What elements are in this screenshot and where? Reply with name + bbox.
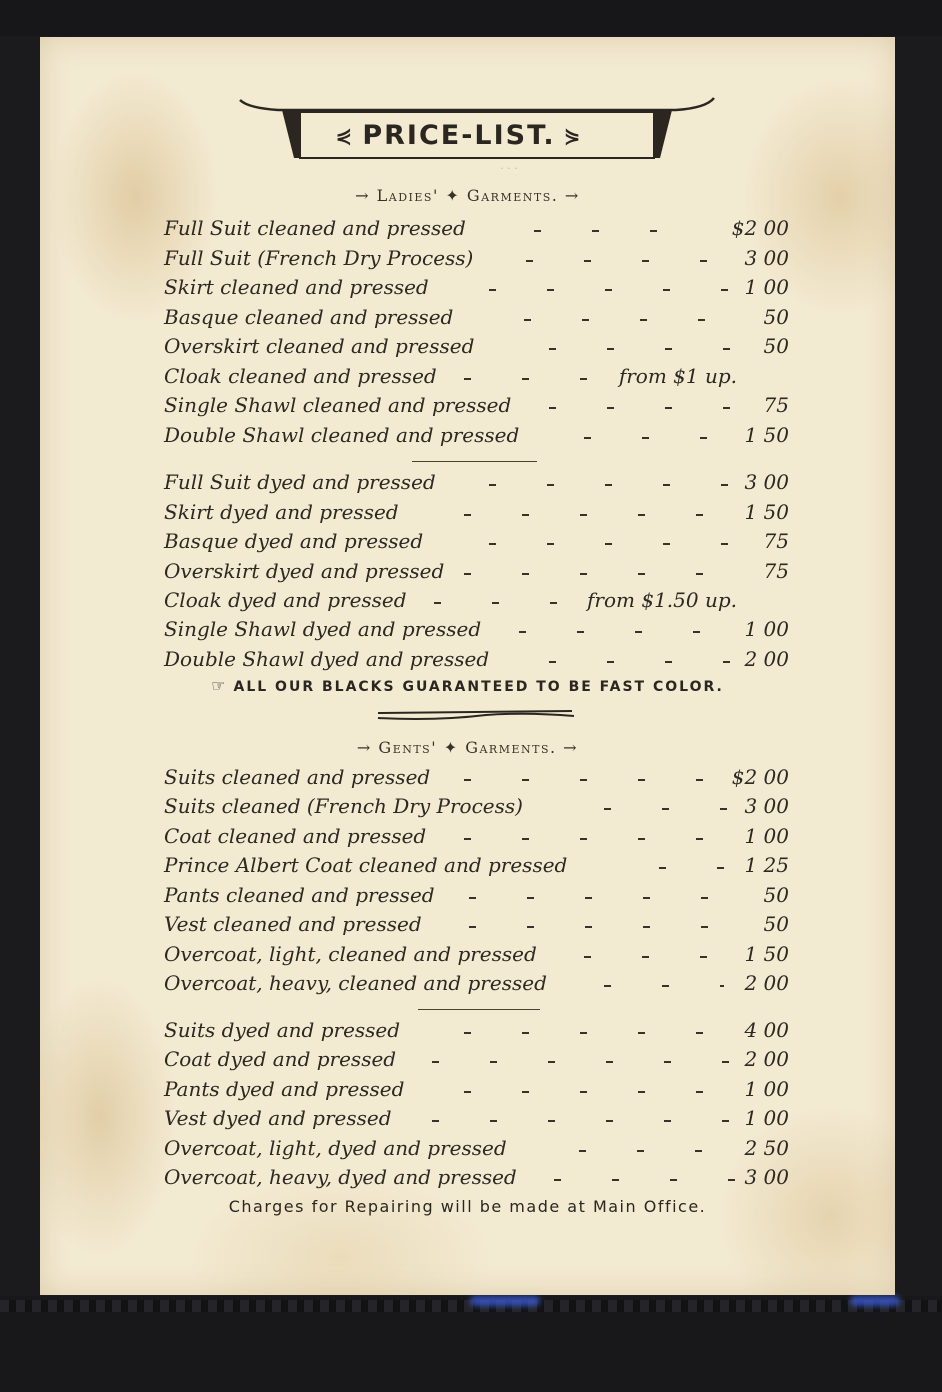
price-row xyxy=(164,559,789,587)
faint-pencil-mark: · · · xyxy=(500,162,518,175)
item-name: Overcoat, light, dyed and pressed xyxy=(164,1136,507,1160)
item-price: 50 xyxy=(763,912,789,936)
price-row xyxy=(164,334,789,362)
price-row xyxy=(164,617,789,645)
item-price: 3 00 xyxy=(744,470,789,494)
leader-dashes xyxy=(489,543,739,545)
item-name: Single Shawl dyed and pressed xyxy=(164,617,482,641)
leader-dashes xyxy=(464,838,714,840)
item-price: 1 25 xyxy=(744,853,789,877)
leader-dashes xyxy=(464,779,714,781)
arrow-ornament-icon: → xyxy=(556,738,579,757)
price-row xyxy=(164,246,789,274)
item-name: Pants dyed and pressed xyxy=(164,1077,405,1101)
price-row xyxy=(164,470,789,498)
leader-dashes xyxy=(432,1061,742,1063)
price-row xyxy=(164,1018,789,1046)
item-name: Prince Albert Coat cleaned and pressed xyxy=(164,853,568,877)
ornamental-rule-icon xyxy=(376,707,576,723)
item-price: 1 00 xyxy=(744,1106,789,1130)
leader-dashes xyxy=(469,926,719,928)
item-price: 3 00 xyxy=(744,794,789,818)
item-name: Full Suit dyed and pressed xyxy=(164,470,436,494)
item-price: 75 xyxy=(763,529,789,553)
item-name: Full Suit cleaned and pressed xyxy=(164,216,466,240)
item-price: 2 00 xyxy=(744,971,789,995)
item-name: Cloak dyed and pressed xyxy=(164,588,407,612)
item-name: Cloak cleaned and pressed xyxy=(164,364,437,388)
item-name: Basque cleaned and pressed xyxy=(164,305,454,329)
leader-dashes xyxy=(534,230,684,232)
item-price: 50 xyxy=(763,334,789,358)
item-price: 1 00 xyxy=(744,275,789,299)
leader-dashes xyxy=(519,631,709,633)
item-name: Vest dyed and pressed xyxy=(164,1106,392,1130)
item-price: 2 00 xyxy=(744,1047,789,1071)
leader-dashes xyxy=(464,573,714,575)
leader-dashes xyxy=(464,514,714,516)
item-price: 1 00 xyxy=(744,1077,789,1101)
item-price: 1 00 xyxy=(744,824,789,848)
item-name: Suits cleaned (French Dry Process) xyxy=(164,794,523,818)
price-row xyxy=(164,364,789,392)
price-row xyxy=(164,853,789,881)
item-name: Skirt dyed and pressed xyxy=(164,500,399,524)
leader-dashes xyxy=(554,1179,744,1181)
item-price: 2 00 xyxy=(744,647,789,671)
scan-light-glint xyxy=(850,1296,900,1306)
leader-dashes xyxy=(549,661,739,663)
item-price: 1 00 xyxy=(744,617,789,641)
price-row xyxy=(164,794,789,822)
scan-background-top xyxy=(0,0,942,36)
item-name: Double Shawl dyed and pressed xyxy=(164,647,490,671)
item-price: 4 00 xyxy=(744,1018,789,1042)
page-title: ⋞ PRICE-LIST. ⋟ xyxy=(335,119,583,151)
price-row xyxy=(164,912,789,940)
leader-dashes xyxy=(489,484,739,486)
leader-dashes xyxy=(604,808,744,810)
price-row xyxy=(164,393,789,421)
item-name: Suits cleaned and pressed xyxy=(164,765,431,789)
ladies-heading: → Ladies' ✦ Garments. → xyxy=(355,186,580,205)
price-row xyxy=(164,588,789,616)
leader-dashes xyxy=(432,1120,742,1122)
item-price: 1 50 xyxy=(744,500,789,524)
item-name: Full Suit (French Dry Process) xyxy=(164,246,474,270)
item-name: Overcoat, heavy, dyed and pressed xyxy=(164,1165,517,1189)
leader-dashes xyxy=(434,602,564,604)
leader-dashes xyxy=(549,348,739,350)
price-row xyxy=(164,216,789,244)
item-price: $2 00 xyxy=(731,765,789,789)
item-price: 50 xyxy=(763,883,789,907)
price-row xyxy=(164,824,789,852)
guarantee-notice: ☞ ALL OUR BLACKS GUARANTEED TO BE FAST COLOR. xyxy=(211,676,724,695)
price-row xyxy=(164,647,789,675)
price-row xyxy=(164,275,789,303)
item-price: from $1 up. xyxy=(618,364,737,388)
price-row xyxy=(164,305,789,333)
price-row xyxy=(164,1136,789,1164)
price-row xyxy=(164,1106,789,1134)
arrow-ornament-icon: → xyxy=(356,738,379,757)
price-row xyxy=(164,423,789,451)
item-price: 3 00 xyxy=(744,1165,789,1189)
section-divider xyxy=(418,1009,540,1010)
arrow-ornament-icon: → xyxy=(558,186,580,205)
leader-dashes xyxy=(464,1091,714,1093)
item-name: Skirt cleaned and pressed xyxy=(164,275,429,299)
leader-dashes xyxy=(659,867,739,869)
leader-dashes xyxy=(549,407,739,409)
leader-dashes xyxy=(524,319,714,321)
item-name: Double Shawl cleaned and pressed xyxy=(164,423,520,447)
item-name: Vest cleaned and pressed xyxy=(164,912,422,936)
pointing-hand-icon: ☞ xyxy=(211,676,228,695)
item-name: Overcoat, light, cleaned and pressed xyxy=(164,942,537,966)
price-row xyxy=(164,500,789,528)
item-price: 1 50 xyxy=(744,423,789,447)
repair-charges-note: Charges for Repairing will be made at Main Office. xyxy=(228,1197,707,1216)
arrow-ornament-icon: → xyxy=(355,186,377,205)
price-row xyxy=(164,942,789,970)
price-row xyxy=(164,1077,789,1105)
price-row xyxy=(164,883,789,911)
leader-dashes xyxy=(579,1150,719,1152)
item-name: Overskirt dyed and pressed xyxy=(164,559,445,583)
price-row xyxy=(164,529,789,557)
item-price: 75 xyxy=(763,559,789,583)
leader-dashes xyxy=(584,437,714,439)
leader-dashes xyxy=(464,378,594,380)
item-name: Basque dyed and pressed xyxy=(164,529,424,553)
leader-dashes xyxy=(584,956,714,958)
section-divider xyxy=(412,461,537,462)
leader-dashes xyxy=(526,260,716,262)
item-name: Suits dyed and pressed xyxy=(164,1018,401,1042)
leader-dashes xyxy=(464,1032,714,1034)
left-arrow-ornament-icon: ⋞ xyxy=(335,123,355,147)
item-name: Coat dyed and pressed xyxy=(164,1047,397,1071)
leader-dashes xyxy=(469,897,719,899)
item-name: Pants cleaned and pressed xyxy=(164,883,435,907)
price-row xyxy=(164,1047,789,1075)
item-price: 1 50 xyxy=(744,942,789,966)
item-name: Overcoat, heavy, cleaned and pressed xyxy=(164,971,547,995)
item-price: 75 xyxy=(763,393,789,417)
item-price: $2 00 xyxy=(731,216,789,240)
item-name: Overskirt cleaned and pressed xyxy=(164,334,475,358)
price-row xyxy=(164,971,789,999)
right-arrow-ornament-icon: ⋟ xyxy=(563,123,583,147)
item-name: Coat cleaned and pressed xyxy=(164,824,427,848)
item-price: 3 00 xyxy=(744,246,789,270)
scan-light-glint xyxy=(470,1296,540,1306)
gents-heading: → Gents' ✦ Garments. → xyxy=(356,738,579,757)
item-price: 50 xyxy=(763,305,789,329)
price-row xyxy=(164,765,789,793)
price-row xyxy=(164,1165,789,1193)
item-price: from $1.50 up. xyxy=(587,588,737,612)
item-name: Single Shawl cleaned and pressed xyxy=(164,393,512,417)
leader-dashes xyxy=(489,289,739,291)
item-price: 2 50 xyxy=(744,1136,789,1160)
leader-dashes xyxy=(604,985,724,987)
